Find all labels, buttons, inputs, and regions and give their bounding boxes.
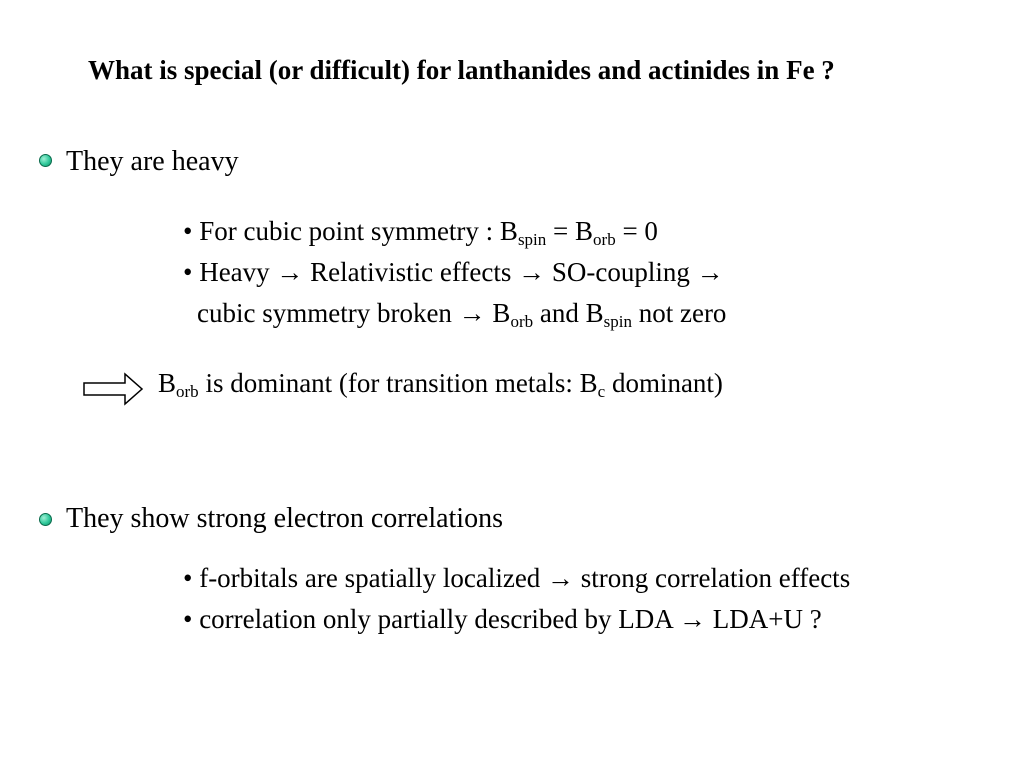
bullet-icon: [39, 513, 52, 526]
section2-line1: • f-orbitals are spatially localized → strong correlation effects: [183, 563, 851, 593]
section1-line1: • For cubic point symmetry : $B_{spin} = B_{orb} = 0$: [183, 216, 658, 249]
section1-line2: • Heavy → Relativistic effects → SO-coupling →: [183, 257, 724, 287]
bullet-icon: [39, 154, 52, 167]
section1-line3: cubic symmetry broken → $B_{orb}$ and $B_{spin}$ not zero: [197, 298, 727, 331]
slide-title: What is special (or difficult) for lanthanides and actinides in Fe ?: [88, 55, 835, 85]
section1-heading: They are heavy: [66, 146, 239, 177]
section1-conclusion: $B_{orb}$ is dominant (for transition metals: $B_c$ dominant): [158, 368, 723, 401]
section2-heading: They show strong electron correlations: [66, 503, 503, 534]
section2-line2: • correlation only partially described by LDA → LDA+U ?: [183, 604, 822, 634]
implies-arrow-icon: [82, 372, 144, 406]
